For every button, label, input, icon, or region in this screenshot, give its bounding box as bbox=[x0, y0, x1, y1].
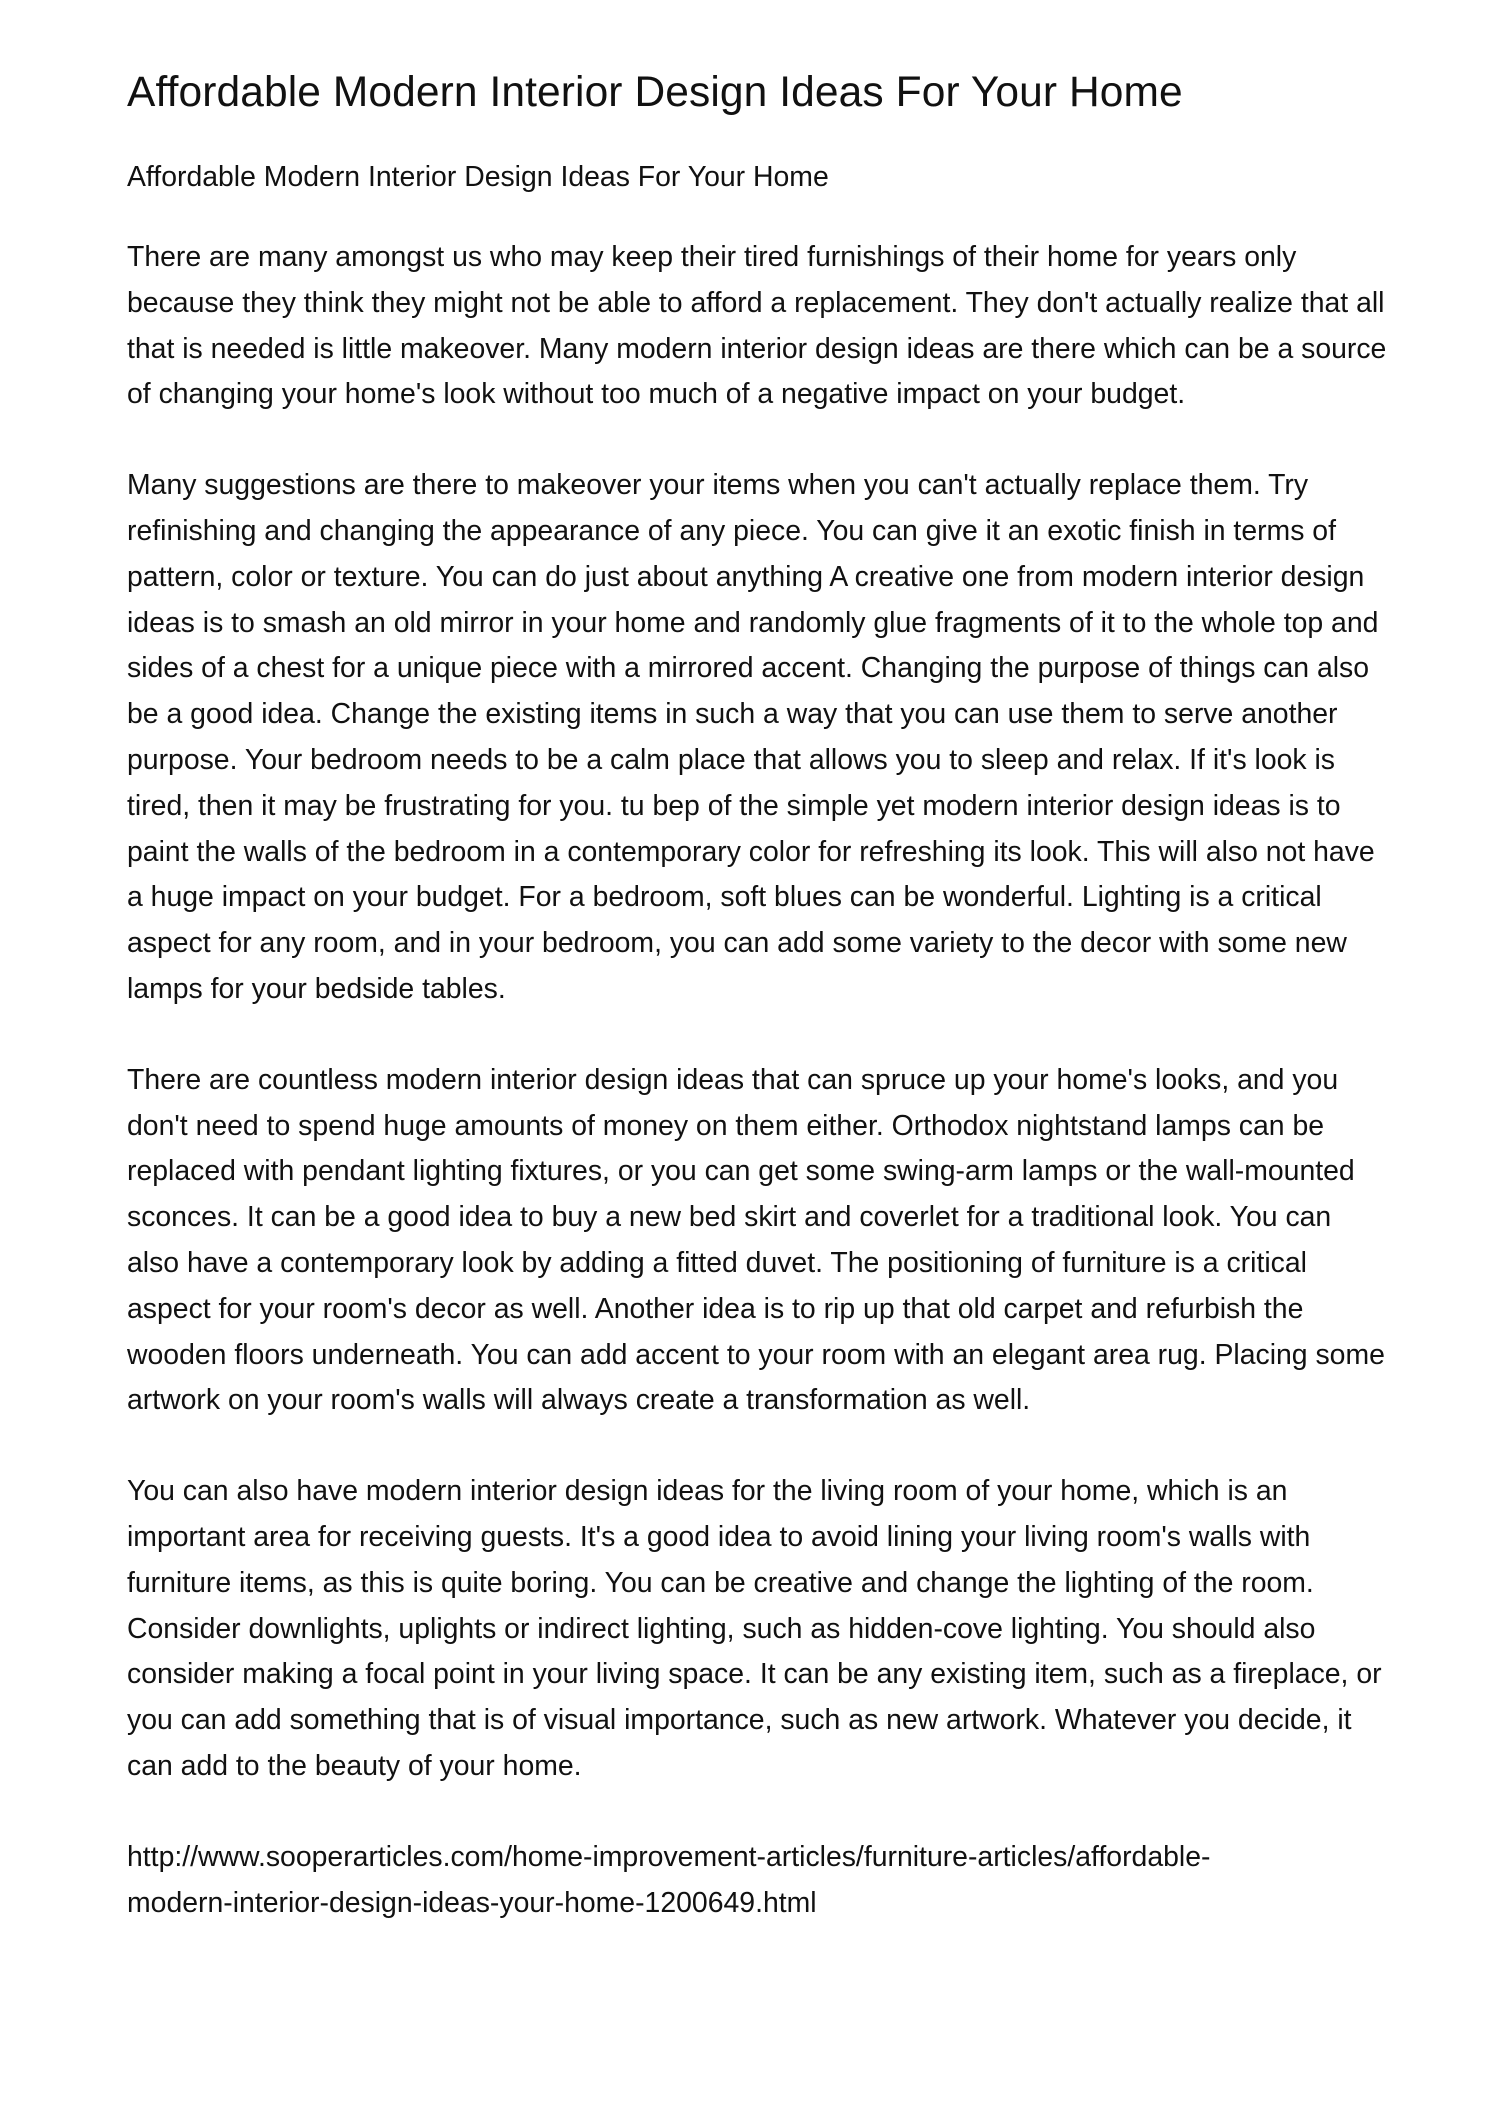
paragraph-bedroom-ideas: There are countless modern interior design ideas that can spruce up your home's looks, and you don't need to spend huge amounts of money on them either. Orthodox nightstand lamps can be replaced with pendant lighting fixtures, or you can get some swing-arm lamps or the wall-mounted sconces. It can be a good idea to buy a new bed skirt and coverlet for a traditional look. You can also have a contemporary look by adding a fitted duvet. The positioning of furniture is a critical aspect for your room's decor as well. Another idea is to rip up that old carpet and refurbish the wooden floors underneath. You can add accent to your room with an elegant area rug. Placing some artwork on your room's walls will always create a transformation as well. bbox=[127, 1063, 1385, 1417]
source-url-line-2: modern-interior-design-ideas-your-home-1200649.html bbox=[127, 1886, 817, 1919]
document-page bbox=[127, 0, 1389, 1926]
paragraph-intro: There are many amongst us who may keep their tired furnishings of their home for years only because they think they might not be able to afford a replacement. They don't actually realize that all that is needed is little makeover. Many modern interior design ideas are there which can be a source of changing your home's look without too much of a negative impact on your budget. bbox=[127, 241, 1387, 411]
document-subtitle: Affordable Modern Interior Design Ideas For Your Home bbox=[127, 161, 829, 193]
paragraph-makeover-suggestions: Many suggestions are there to makeover your items when you can't actually replace them. Try refinishing and changing the appearance of any piece. You can give it an exotic finish in terms of pattern, color or texture. You can do just about anything A creative one from modern interior design ideas is to smash an old mirror in your home and randomly glue fragments of it to the whole top and sides of a chest for a unique piece with a mirrored accent. Changing the purpose of things can also be a good idea. Change the existing items in such a way that you can use them to serve another purpose. Your bedroom needs to be a calm place that allows you to sleep and relax. If it's look is tired, then it may be frustrating for you. tu bep of the simple yet modern interior design ideas is to paint the walls of the bedroom in a contemporary color for refreshing its look. This will also not have a huge impact on your budget. For a bedroom, soft blues can be wonderful. Lighting is a critical aspect for any room, and in your bedroom, you can add some variety to the decor with some new lamps for your bedside tables. bbox=[127, 469, 1379, 1005]
source-url bbox=[127, 1835, 1389, 1927]
source-url-line-1: http://www.sooperarticles.com/home-improvement-articles/furniture-articles/affordable- bbox=[127, 1840, 1211, 1873]
paragraph-living-room-ideas: You can also have modern interior design ideas for the living room of your home, which is an important area for receiving guests. It's a good idea to avoid lining your living room's walls with furniture items, as this is quite boring. You can be creative and change the lighting of the room. Consider downlights, uplights or indirect lighting, such as hidden-cove lighting. You should also consider making a focal point in your living space. It can be any existing item, such as a fireplace, or you can add something that is of visual importance, such as new artwork. Whatever you decide, it can add to the beauty of your home. bbox=[127, 1475, 1382, 1782]
document-title: Affordable Modern Interior Design Ideas For Your Home bbox=[127, 69, 1183, 116]
